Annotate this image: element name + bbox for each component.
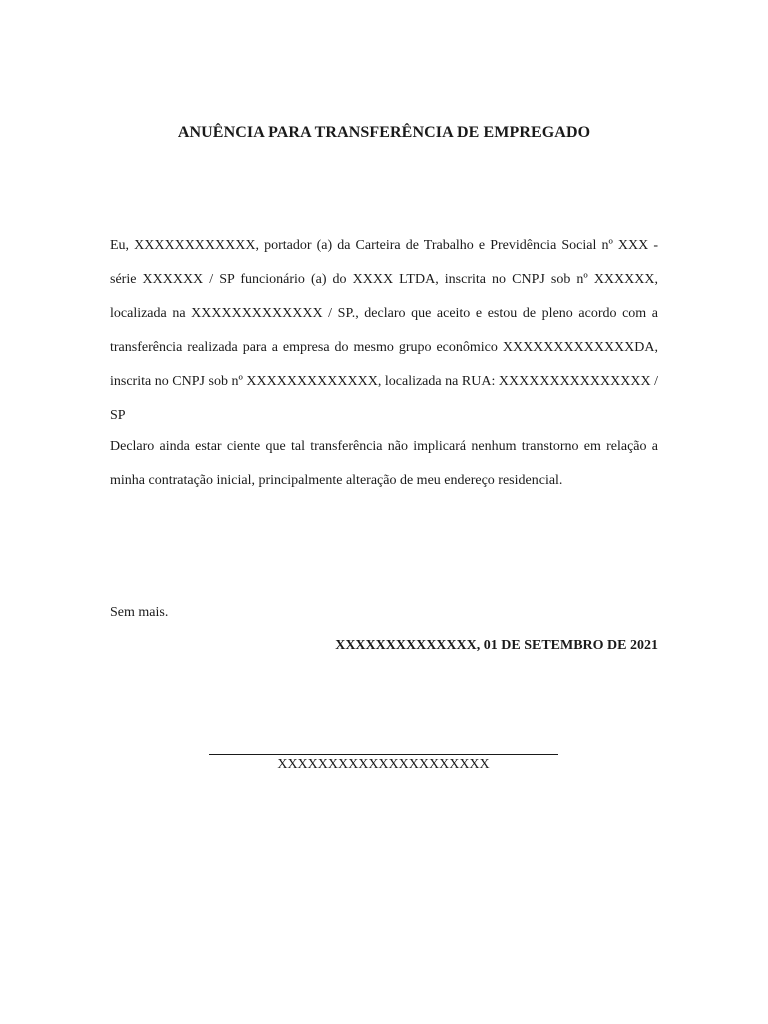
closing-text: Sem mais. [110,605,169,620]
place-and-date: XXXXXXXXXXXXXX, 01 DE SETEMBRO DE 2021 [335,638,658,653]
document-title: ANUÊNCIA PARA TRANSFERÊNCIA DE EMPREGADO [177,124,591,141]
declaration-paragraph: Eu, XXXXXXXXXXXX, portador (a) da Carteira de Trabalho e Previdência Social nº XXX - série XXXXXX / SP funcionário (a) do XXXX LTDA, inscrita no CNPJ sob nº XXXXXX, localizada na XXXXXXXXXXXXX / SP., declaro que aceito e estou de pleno acordo com a transferência realizada para a empresa do mesmo grupo econômico XXXXXXXXXXXXXDA, inscrita no CNPJ sob nº XXXXXXXXXXXXX, localizada na RUA: XXXXXXXXXXXXXXX / SP [110,238,658,423]
signature-line [209,754,558,755]
signatory-name: XXXXXXXXXXXXXXXXXXXXX [277,757,490,772]
acknowledgement-paragraph: Declaro ainda estar ciente que tal transferência não implicará nenhum transtorno em relação a minha contratação inicial, principalmente alteração de meu endereço residencial. [110,439,658,488]
